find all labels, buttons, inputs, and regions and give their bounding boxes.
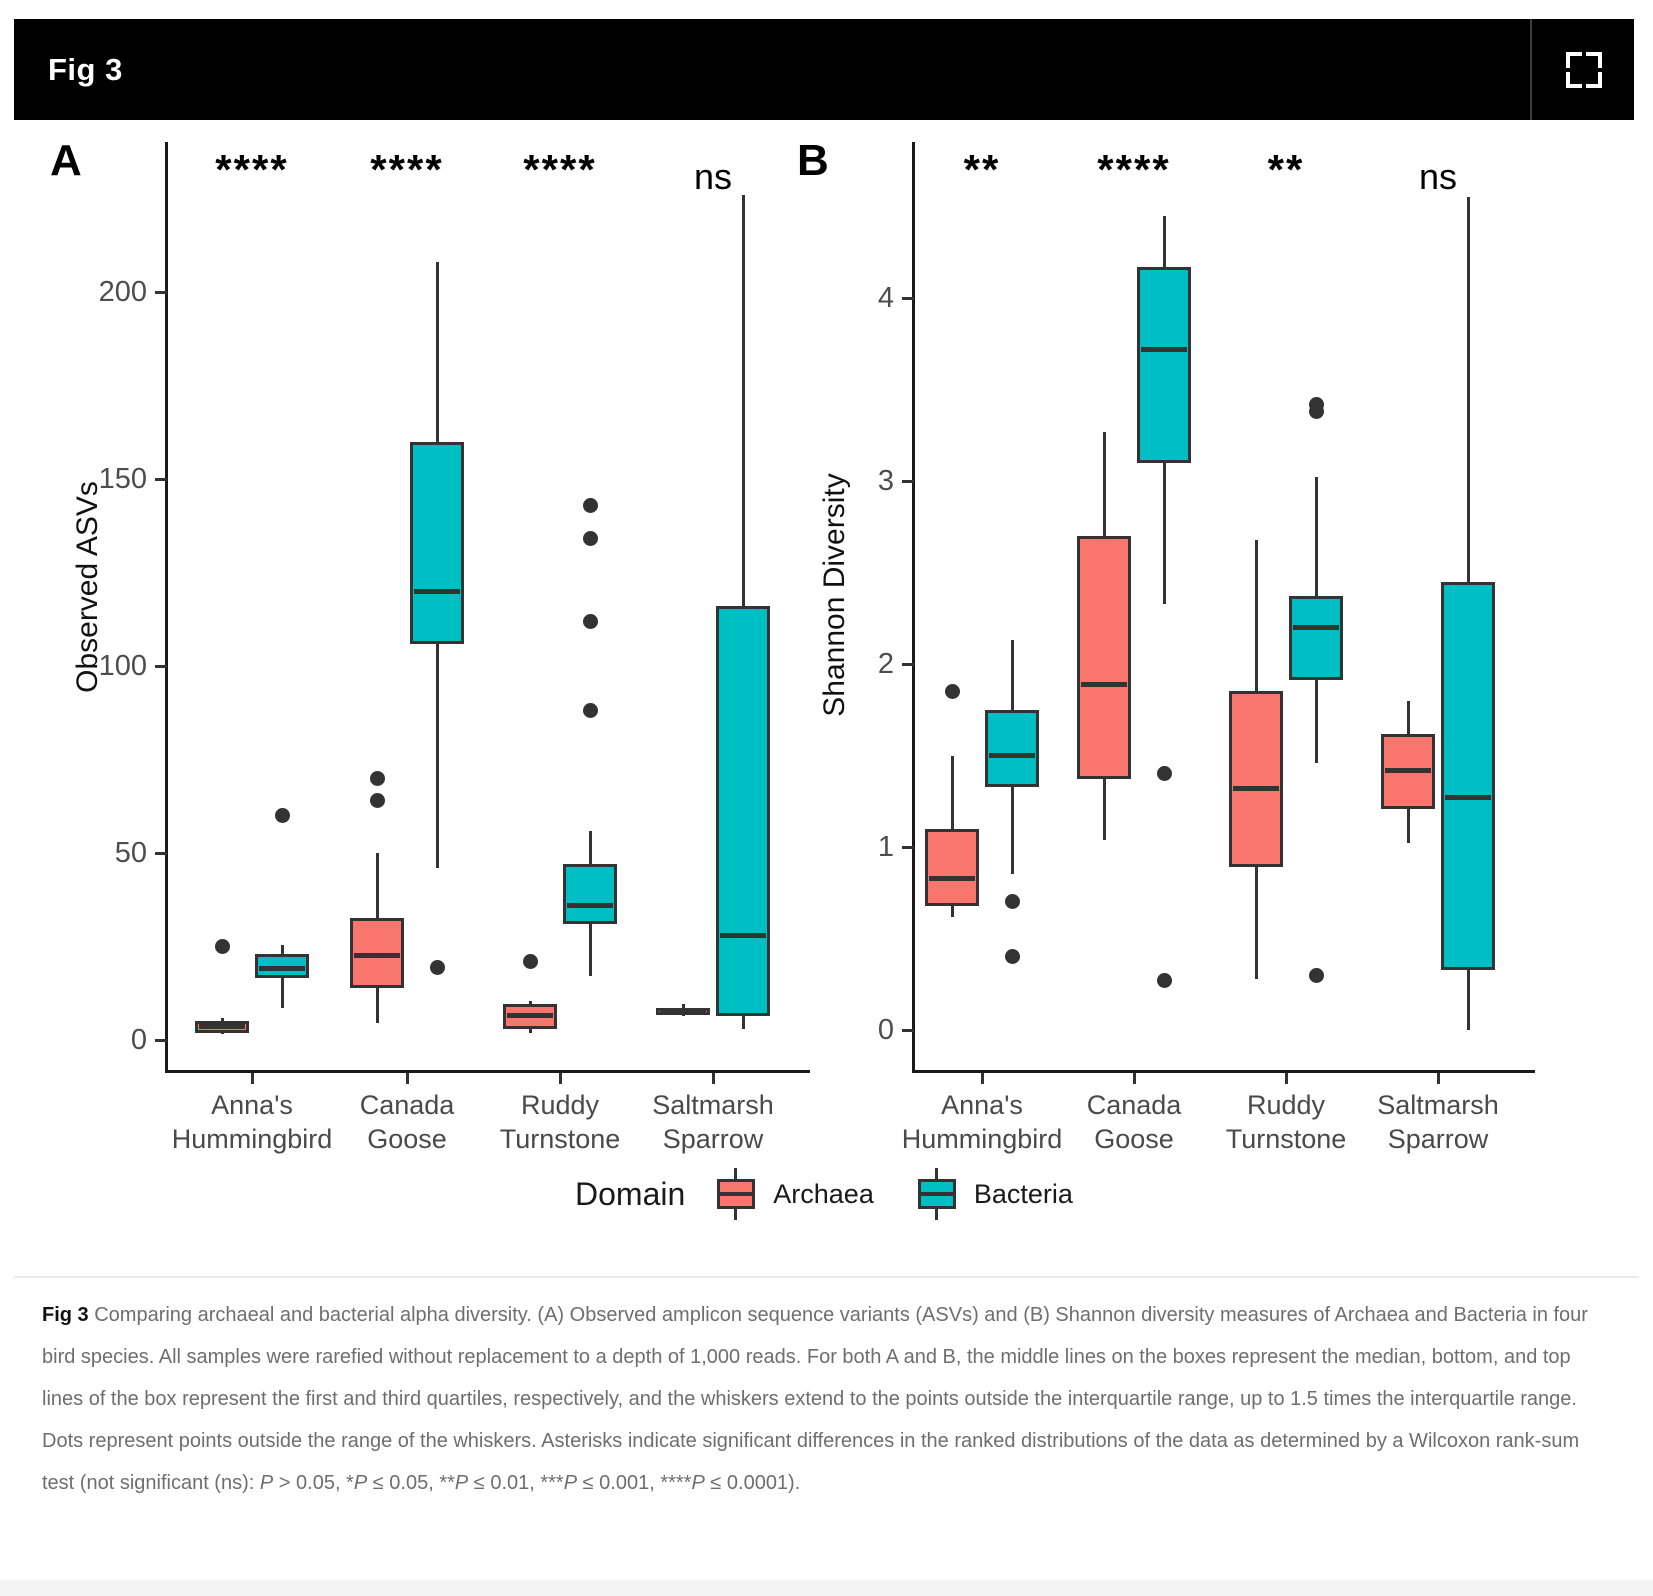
outlier-point	[583, 531, 598, 546]
x-category-label-line: Hummingbird	[171, 1124, 333, 1154]
whisker-lower	[1011, 787, 1014, 875]
caption-segment: P	[563, 1472, 578, 1494]
x-tick-mark	[981, 1073, 984, 1084]
x-category-label-line: Sparrow	[1387, 1124, 1489, 1154]
y-tick-label: 50	[114, 837, 147, 869]
whisker-lower	[376, 988, 379, 1024]
y-axis-line	[165, 142, 168, 1070]
chart-legend	[575, 1164, 1115, 1224]
whisker-upper	[376, 853, 379, 918]
whisker-lower	[281, 978, 284, 1008]
whisker-lower	[1103, 779, 1106, 839]
whisker-upper	[281, 945, 284, 954]
caption-segment: Comparing archaeal and bacterial alpha diversity. (A) Observed amplicon sequence variants (ASVs) and (B) Shannon diversity measures of Archaea and Bacteria in four bird species. All samples were rarefied without replacement to a depth of 1,000 reads. For both A and B, the middle lines on the boxes represent the median, bottom, and top lines of the box represent the first and third quartiles, respectively, and the whiskers extend to the points outside the interquartile range, up to 1.5 times the interquartile range. Dots represent points outside the range of the whiskers. Asterisks indicate significant differences in the ranked distributions of the data as determined by a Wilcoxon rank-sum test (not significant (ns):	[42, 1304, 1588, 1494]
boxplot-box-archaea	[925, 829, 979, 906]
x-tick-mark	[559, 1073, 562, 1084]
y-tick-label: 200	[98, 276, 147, 308]
x-tick-mark	[1285, 1073, 1288, 1084]
y-tick-mark	[902, 846, 914, 849]
caption-segment: P	[353, 1472, 368, 1494]
legend-label-archaea: Archaea	[773, 1178, 874, 1209]
y-tick-mark	[902, 480, 914, 483]
caption-segment: P	[691, 1472, 705, 1494]
whisker-upper	[1103, 432, 1106, 536]
median-line	[354, 953, 400, 958]
caption-text	[42, 1304, 1588, 1494]
whisker-lower	[529, 1029, 532, 1033]
outlier-point	[1005, 949, 1020, 964]
outlier-point	[1157, 766, 1172, 781]
median-line	[199, 1024, 245, 1029]
whisker-lower	[1255, 867, 1258, 979]
outlier-point	[523, 954, 538, 969]
y-tick-label: 2	[877, 648, 894, 680]
significance-label: ****	[215, 146, 289, 193]
whisker-lower	[221, 1033, 224, 1035]
y-tick-mark	[902, 297, 914, 300]
boxplot-box-bacteria	[716, 606, 770, 1016]
y-tick-label: 3	[877, 465, 894, 497]
outlier-point	[1309, 397, 1324, 412]
whisker-upper	[951, 756, 954, 829]
median-line	[1233, 786, 1279, 791]
x-tick-mark	[712, 1073, 715, 1084]
y-tick-mark	[155, 1039, 167, 1042]
outlier-point	[215, 939, 230, 954]
caption-segment: > 0.05, *	[273, 1472, 354, 1494]
whisker-lower	[1467, 970, 1470, 1030]
legend-median-line	[720, 1192, 752, 1196]
y-tick-label: 4	[877, 282, 894, 314]
y-tick-label: 100	[98, 650, 147, 682]
whisker-upper	[1163, 216, 1166, 267]
x-category-label-line: Turnstone	[499, 1124, 621, 1154]
x-category-label	[598, 1088, 828, 1156]
y-tick-mark	[902, 663, 914, 666]
median-line	[259, 966, 305, 971]
whisker-upper	[1467, 197, 1470, 581]
outlier-point	[370, 771, 385, 786]
y-tick-label: 150	[98, 463, 147, 495]
whisker-lower	[742, 1016, 745, 1029]
whisker-lower	[1315, 680, 1318, 762]
y-axis-line	[912, 142, 915, 1070]
caption-segment: ≤ 0.01, ***	[468, 1472, 564, 1494]
outlier-point	[1157, 973, 1172, 988]
legend-median-line	[921, 1192, 953, 1196]
whisker-upper	[1255, 540, 1258, 692]
whisker-upper	[589, 831, 592, 865]
caption-segment: ≤ 0.05, **	[367, 1472, 455, 1494]
boxplot-box-bacteria	[563, 864, 617, 924]
boxplot-box-bacteria	[1441, 582, 1495, 970]
significance-label: ****	[370, 146, 444, 193]
outlier-point	[1005, 894, 1020, 909]
x-category-label-line: Canada	[1086, 1090, 1182, 1120]
y-tick-label: 0	[877, 1014, 894, 1046]
whisker-upper	[1407, 701, 1410, 734]
outlier-point	[430, 960, 445, 975]
x-category-label-line: Saltmarsh	[1377, 1090, 1499, 1120]
x-category-label-line: Anna's	[211, 1090, 293, 1120]
median-line	[1385, 768, 1431, 773]
x-category-label-line: Canada	[359, 1090, 455, 1120]
caption-segment: P	[454, 1472, 469, 1494]
outlier-point	[275, 808, 290, 823]
figure-title: Fig 3	[48, 52, 123, 87]
caption-segment: Fig 3	[42, 1304, 89, 1326]
panel-label-B: B	[797, 136, 829, 185]
x-category-label-line: Goose	[367, 1124, 447, 1154]
y-tick-mark	[155, 478, 167, 481]
legend-label-bacteria: Bacteria	[973, 1178, 1073, 1209]
x-category-label-line: Turnstone	[1225, 1124, 1347, 1154]
y-tick-mark	[155, 852, 167, 855]
x-category-label-line: Ruddy	[520, 1090, 600, 1120]
caption-segment: P	[259, 1472, 274, 1494]
x-tick-mark	[1437, 1073, 1440, 1084]
median-line	[414, 589, 460, 594]
whisker-lower	[1163, 463, 1166, 604]
x-category-label-line: Sparrow	[662, 1124, 764, 1154]
caption-segment: ≤ 0.001, ****	[577, 1472, 692, 1494]
significance-label: ns	[1418, 156, 1458, 197]
archaea-boxplot-icon	[715, 1166, 757, 1222]
x-category-label-line: Saltmarsh	[652, 1090, 774, 1120]
median-line	[1293, 625, 1339, 630]
whisker-lower	[1407, 809, 1410, 844]
whisker-upper	[1315, 477, 1318, 596]
boxplot-box-archaea	[1077, 536, 1131, 779]
boxplot-box-archaea	[1229, 691, 1283, 867]
whisker-upper	[1011, 640, 1014, 710]
boxplot-box-bacteria	[410, 442, 464, 644]
boxplot-box-bacteria	[985, 710, 1039, 787]
median-line	[989, 753, 1035, 758]
significance-label: ns	[693, 156, 733, 197]
legend-item-bacteria	[916, 1166, 1073, 1222]
significance-label: **	[1267, 146, 1305, 193]
legend-item-archaea	[715, 1166, 874, 1222]
whisker-lower	[589, 924, 592, 976]
median-line	[1141, 347, 1187, 352]
x-category-label-line: Hummingbird	[901, 1124, 1063, 1154]
y-tick-label: 0	[130, 1024, 147, 1056]
median-line	[1445, 795, 1491, 800]
x-tick-mark	[251, 1073, 254, 1084]
whisker-lower	[436, 644, 439, 868]
whisker-lower	[951, 906, 954, 917]
y-axis-title: Shannon Diversity	[818, 473, 851, 717]
median-line	[507, 1013, 553, 1018]
figure-caption	[42, 1294, 1602, 1504]
caption-segment: ≤ 0.0001).	[704, 1472, 801, 1494]
significance-label: ****	[523, 146, 597, 193]
median-line	[929, 876, 975, 881]
outlier-point	[583, 498, 598, 513]
x-category-label	[1323, 1088, 1553, 1156]
significance-label: ****	[1097, 146, 1171, 193]
outlier-point	[1309, 968, 1324, 983]
y-tick-mark	[155, 665, 167, 668]
outlier-point	[370, 793, 385, 808]
median-line	[720, 933, 766, 938]
caption-divider	[14, 1276, 1639, 1278]
bacteria-boxplot-icon	[916, 1166, 958, 1222]
whisker-upper	[742, 195, 745, 606]
median-line	[1081, 682, 1127, 687]
x-tick-mark	[1133, 1073, 1136, 1084]
x-axis-line	[912, 1070, 1535, 1073]
y-tick-label: 1	[877, 831, 894, 863]
median-line	[660, 1009, 706, 1014]
page-bottom-strip	[0, 1580, 1653, 1596]
y-tick-mark	[155, 291, 167, 294]
outlier-point	[945, 684, 960, 699]
median-line	[567, 903, 613, 908]
x-tick-mark	[406, 1073, 409, 1084]
y-axis-title: Observed ASVs	[71, 481, 104, 693]
legend-title: Domain	[575, 1175, 686, 1212]
outlier-point	[583, 703, 598, 718]
y-tick-mark	[902, 1029, 914, 1032]
x-category-label-line: Goose	[1094, 1124, 1174, 1154]
whisker-upper	[436, 262, 439, 442]
x-category-label-line: Ruddy	[1246, 1090, 1326, 1120]
boxplot-box-bacteria	[1289, 596, 1343, 680]
significance-label: **	[963, 146, 1001, 193]
x-category-label-line: Anna's	[941, 1090, 1023, 1120]
outlier-point	[583, 614, 598, 629]
panel-label-A: A	[50, 136, 82, 185]
boxplot-box-bacteria	[1137, 267, 1191, 463]
